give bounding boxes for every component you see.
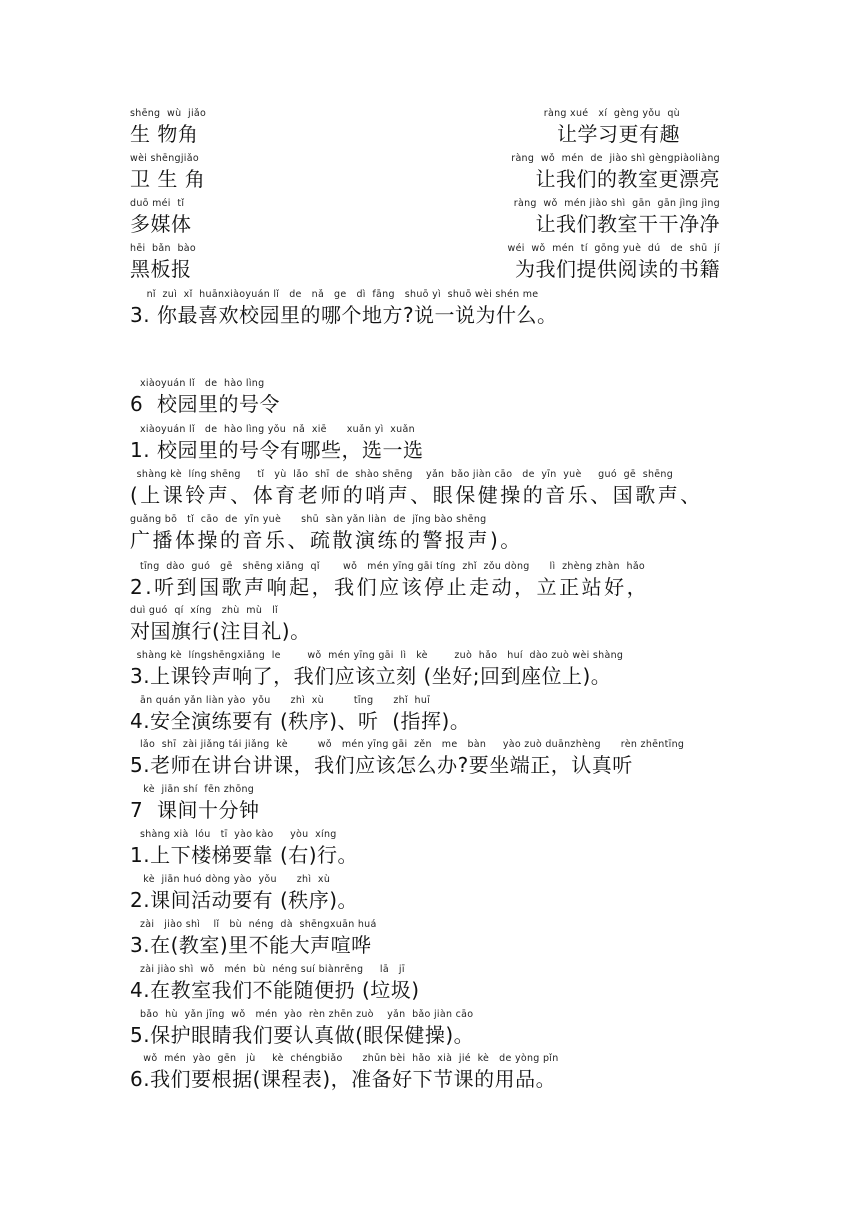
- pinyin: kè jiān shí fēn zhōng: [130, 784, 255, 795]
- pinyin: nǐ zuì xǐ huānxiàoyuán lǐ de nǎ ge dì fāng shuō yì shuō wèi shén me: [130, 289, 539, 300]
- section-title: [130, 378, 740, 422]
- match-right: [420, 153, 720, 197]
- question-line: [130, 964, 740, 1008]
- question-line: [130, 469, 740, 513]
- match-left: [130, 198, 330, 242]
- hanzi: 3.在(教室)里不能大声喧哗: [130, 933, 372, 957]
- hanzi: 让学习更有趣: [557, 122, 680, 146]
- pinyin: wǒ mén yào gēn jù kè chéngbiǎo zhǔn bèi hǎo xià jié kè de yòng pǐn: [130, 1053, 559, 1064]
- pinyin: guǎng bō tǐ cāo de yīn yuè shū sàn yǎn liàn de jǐng bào shēng: [130, 514, 487, 525]
- question-line: [130, 829, 740, 873]
- question-line: [130, 424, 740, 468]
- pinyin: ān quán yǎn liàn yào yǒu zhì xù tīng zhǐ huī: [130, 695, 431, 706]
- hanzi: 多媒体: [130, 212, 192, 236]
- pinyin: xiàoyuán lǐ de hào lìng yǒu nǎ xiē xuǎn yì xuǎn: [130, 424, 415, 435]
- hanzi: 4.在教室我们不能随便扔 (垃圾): [130, 978, 420, 1002]
- match-left: [130, 243, 330, 287]
- match-row-2: [130, 153, 720, 197]
- match-right: [420, 243, 720, 287]
- pinyin: kè jiān huó dòng yào yǒu zhì xù: [130, 874, 331, 885]
- question-line: [130, 874, 740, 918]
- pinyin: ràng wǒ mén jiào shì gān gān jìng jìng: [513, 198, 720, 209]
- hanzi: 1. 校园里的号令有哪些，选一选: [130, 438, 424, 462]
- question-line: [130, 695, 740, 739]
- pinyin: bǎo hù yǎn jīng wǒ mén yào rèn zhēn zuò yǎn bǎo jiàn cāo: [130, 1009, 474, 1020]
- hanzi: 黑板报: [130, 257, 192, 281]
- pinyin: shàng kè língshēngxiǎng le wǒ mén yīng gāi lì kè zuò hǎo huí dào zuò wèi shàng: [130, 650, 624, 661]
- hanzi: 为我们提供阅读的书籍: [515, 257, 720, 281]
- hanzi: 7 课间十分钟: [130, 798, 260, 822]
- pinyin: shēng wù jiǎo: [130, 108, 207, 119]
- match-row-1: [130, 108, 720, 152]
- hanzi: 4.安全演练要有 (秩序)、听 (指挥)。: [130, 709, 471, 733]
- question-line: [130, 514, 740, 558]
- hanzi: 对国旗行(注目礼)。: [130, 619, 311, 643]
- pinyin: shàng kè líng shēng tǐ yù lǎo shī de shào shēng yǎn bǎo jiàn cāo de yīn yuè guó gē shēng: [130, 469, 674, 480]
- pinyin: lǎo shī zài jiǎng tái jiǎng kè wǒ mén yīng gāi zěn me bàn yào zuò duānzhèng rèn zhēntīng: [130, 739, 685, 750]
- pinyin: wèi shēngjiǎo: [130, 153, 199, 164]
- hanzi: 3.上课铃声响了，我们应该立刻 (坐好;回到座位上)。: [130, 664, 612, 688]
- question-line: [130, 605, 740, 649]
- hanzi: 3. 你最喜欢校园里的哪个地方?说一说为什么。: [130, 303, 558, 327]
- pinyin: xiàoyuán lǐ de hào lìng: [130, 378, 265, 389]
- question-line: [130, 919, 740, 963]
- hanzi: 5.老师在讲台讲课，我们应该怎么办?要坐端正，认真听: [130, 753, 633, 777]
- hanzi: 2.课间活动要有 (秩序)。: [130, 888, 359, 912]
- pinyin: duō méi tǐ: [130, 198, 185, 209]
- hanzi: 让我们的教室更漂亮: [535, 167, 720, 191]
- pinyin: shàng xià lóu tī yào kào yòu xíng: [130, 829, 337, 840]
- hanzi: (上课铃声、体育老师的哨声、眼保健操的音乐、国歌声、: [130, 483, 703, 507]
- pinyin: zài jiào shì lǐ bù néng dà shēngxuān huá: [130, 919, 377, 930]
- match-row-4: [130, 243, 720, 287]
- pinyin: zài jiào shì wǒ mén bù néng suí biànrēng lā jī: [130, 964, 405, 975]
- hanzi: 1.上下楼梯要靠 (右)行。: [130, 843, 359, 867]
- question-line: [130, 1009, 740, 1053]
- hanzi: 2.听到国歌声响起，我们应该停止走动，立正站好，: [130, 575, 650, 599]
- hanzi: 让我们教室干干净净: [535, 212, 720, 236]
- question-line: [130, 289, 740, 333]
- match-left: [130, 153, 330, 197]
- hanzi: 卫 生 角: [130, 167, 206, 191]
- pinyin: hēi bǎn bào: [130, 243, 197, 254]
- question-line: [130, 650, 740, 694]
- hanzi: 5.保护眼睛我们要认真做(眼保健操)。: [130, 1023, 475, 1047]
- section-title: [130, 784, 740, 828]
- question-line: [130, 561, 740, 605]
- hanzi: 6 校园里的号令: [130, 392, 280, 416]
- match-right: [420, 108, 720, 152]
- pinyin: ràng wǒ mén de jiào shì gèngpiàoliàng: [511, 153, 720, 164]
- pinyin: tīng dào guó gē shēng xiǎng qǐ wǒ mén yīng gāi tíng zhǐ zǒu dòng lì zhèng zhàn hǎo: [130, 561, 646, 572]
- pinyin: wéi wǒ mén tí gōng yuè dú de shū jí: [507, 243, 720, 254]
- match-right: [420, 198, 720, 242]
- question-line: [130, 1053, 740, 1097]
- hanzi: 广播体操的音乐、疏散演练的警报声)。: [130, 528, 523, 552]
- pinyin: duì guó qí xíng zhù mù lǐ: [130, 605, 278, 616]
- question-line: [130, 739, 740, 783]
- hanzi: 6.我们要根据(课程表)，准备好下节课的用品。: [130, 1067, 557, 1091]
- match-row-3: [130, 198, 720, 242]
- hanzi: 生 物角: [130, 122, 199, 146]
- pinyin: ràng xué xí gèng yǒu qù: [543, 108, 680, 119]
- match-left: [130, 108, 330, 152]
